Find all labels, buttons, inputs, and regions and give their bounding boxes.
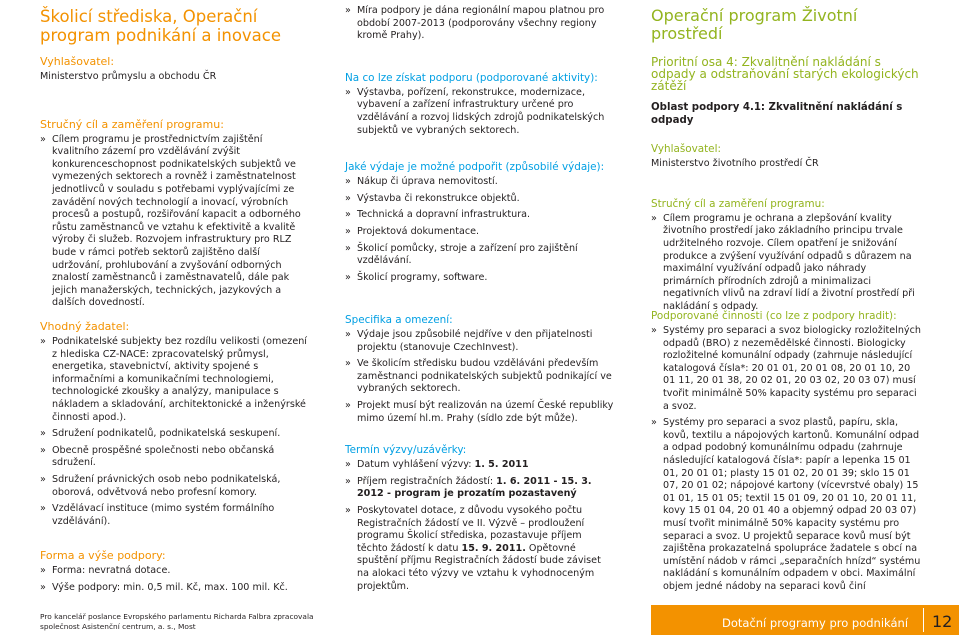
- support-label: Forma a výše podpory:: [40, 549, 166, 563]
- applicant-list: [40, 336, 308, 528]
- deadline-suspension: [345, 505, 615, 593]
- goal-list: [651, 213, 921, 314]
- deadline-suspension-note: Opětovné spuštění příjmu Registračních žádostí bude záviset na alokaci této výzvy ve vztahu k vyhodnoceným projektům.: [357, 542, 601, 592]
- goal-label: Stručný cíl a zaměření programu:: [40, 117, 224, 131]
- deadline-registration-prefix: Příjem registračních žádostí:: [357, 475, 497, 487]
- list-item: » Technická a dopravní infrastruktura.: [345, 209, 615, 222]
- activities-label: Podporované činnosti (co lze z podpory hradit):: [651, 310, 897, 322]
- deadline-announce-prefix: Datum vyhlášení výzvy:: [357, 459, 475, 471]
- list-item: » Školicí programy, software.: [345, 272, 615, 285]
- list-item: » Podnikatelské subjekty bez rozdílu velikosti (omezení z hlediska CZ-NACE: zpracovatelský průmysl, energetika, stavebnictví, aktivity spojené s informačními a komunikačními technologiemi, technologické zkoušky a analýzy, manipulace s nákladem a skladování, architektonické a inženýrské činnosti apod.).: [40, 336, 308, 424]
- support-area-title: Oblast podpory 4.1: Zkvalitnění nakládání s odpady: [651, 102, 903, 126]
- column-3-top: [651, 7, 921, 314]
- applicant-label: Vhodný žadatel:: [40, 320, 130, 333]
- list-item: » Obecně prospěšné společnosti nebo občanská sdružení.: [40, 445, 308, 470]
- column-1-bottom: [40, 320, 308, 599]
- page-title: Školicí střediska, Operační program podnikání a inovace: [40, 7, 282, 45]
- list-item: » Systémy pro separaci a svoz plastů, papíru, skla, kovů, textilu a nápojových kartonů. Komunální odpad a odpad podobný komunálnímu odpadu (zahrnuje následující katalogová čísla*: papír a lepenka 15 01 01, 20 01 01; plasty 15 01 02, 20 01 39; sklo 15 01 07, 20 01 02; nápojové kartony (vícevrstvé obaly) 15 01 01, 15 01 05; textil 15 01 09, 20 01 10, 20 01 11, kovy 15 01 04, 20 01 40 a objemný odpad 20 03 07) musí tvořit minimálně 50% kapacity systému pro separaci a svoz. U projektů separace kovů musí být zajištěna prokazatelná spolupráce žadatele s obcí na umístění nádob v rámci „separačních hnízd“ systému nakládání s komunálním odpadem v obci. Maximální objem jedné nádoby na separaci kovů činí: [651, 417, 921, 593]
- column-3-bottom: [651, 310, 921, 597]
- specifics-label: Specifika a omezení:: [345, 314, 453, 326]
- announcer-value: Ministerstvo životního prostředí ČR: [651, 158, 819, 170]
- list-item: » Výstavba či rekonstrukce objektů.: [345, 193, 615, 206]
- deadline-registration-range: 1. 6. 2011 - 15. 3. 2012 - program je prozatím pozastavený: [357, 475, 592, 500]
- list-item: » Výše podpory: min. 0,5 mil. Kč, max. 100 mil. Kč.: [40, 582, 308, 595]
- activities-list: [345, 87, 615, 137]
- footer-divider: [923, 608, 924, 632]
- list-item: » Výdaje jsou způsobilé nejdříve v den přijatelnosti projektu (stanovuje CzechInvest).: [345, 329, 615, 354]
- activities-label: Na co lze získat podporu (podporované aktivity):: [345, 71, 598, 84]
- program-title: Operační program Životní prostředí: [651, 6, 858, 43]
- list-item: » Vzdělávací instituce (mimo systém formálního vzdělávání).: [40, 503, 308, 528]
- activities-list: [651, 325, 921, 593]
- list-item: » Forma: nevratná dotace.: [40, 565, 308, 578]
- priority-axis-title: Prioritní osa 4: Zkvalitnění nakládání s odpady a odstraňování starých ekologických zátěží: [651, 55, 919, 93]
- expenses-list: [345, 176, 615, 284]
- goal-text: » Cílem programu je ochrana a zlepšování kvality životního prostředí jako základního principu trvale udržitelného rozvoje. Cílem opatření je snižování produkce a zvýšení využívání odpadů s důrazem na maximální využívání odpadů jako náhrady primárních přírodních zdrojů a minimalizaci negativních vlivů na zdraví lidí a životní prostředí při nakládání s odpady.: [651, 213, 921, 314]
- list-item: » Projekt musí být realizován na území České republiky mimo území hl.m. Prahy (sídlo zde být může).: [345, 400, 615, 425]
- goal-list: [40, 134, 308, 310]
- announcer-label: Vyhlašovatel:: [651, 143, 721, 156]
- page-number: 12: [932, 612, 953, 631]
- list-item: » Sdružení právnických osob nebo podnikatelská, oborová, odvětvová nebo profesní komory.: [40, 474, 308, 499]
- goal-text: » Cílem programu je prostřednictvím zajištění kvalitního zázemí pro vzdělávání zvýšit konkurenceschopnost podnikatelských subjektů ve vymezených sektorech a rovněž i zaměstnatelnost jednotlivců v souladu s potřebami vyplývajícími ze zavádění nových technologií a inovací, výrobních procesů a postupů, rozšiřování kapacit a odborného růstu zaměstnanců ve vztahu k efektivitě a kvalitě výroby či služeb. Rozvojem infrastruktury pro RLZ bude v rámci potřeb sektorů zajištěno další udržování, prohlubování a zvyšování odborných znalostí zaměstnanců i zaměstnavatelů, dále pak jejich manažerských, technických, jazykových a dalších dovedností.: [40, 134, 308, 310]
- column-1-top: [40, 7, 308, 310]
- list-item: » Systémy pro separaci a svoz biologicky rozložitelných odpadů (BRO) z nezemědělské činnosti. Biologicky rozložitelné komunální odpady (zahrnuje následující katalogová čísla*: 20 01 01, 20 01 08, 20 01 10, 20 01 11, 20 01 38, 20 02 01, 20 03 02, 20 03 07) musí tvořit minimálně 50% kapacity systému pro separaci a svoz.: [651, 325, 921, 413]
- deadline-registration: [345, 476, 615, 501]
- list-item: » Sdružení podnikatelů, podnikatelská seskupení.: [40, 428, 308, 441]
- footer-section-title: Dotační programy pro podnikání: [722, 616, 909, 630]
- deadline-suspension-date: 15. 9. 2011.: [461, 542, 526, 554]
- list-item: » Ve školicím středisku budou vzděláváni především zaměstnanci podnikatelských subjektů podnikající ve vybraných sektorech.: [345, 358, 615, 396]
- announcer-value: Ministerstvo průmyslu a obchodu ČR: [40, 71, 217, 82]
- intro-item: » Míra podpory je dána regionální mapou platnou pro období 2007-2013 (podporovány všechny regiony kromě Prahy).: [345, 5, 615, 43]
- intro-list: [345, 5, 615, 43]
- deadline-announce: [345, 459, 615, 472]
- deadline-suspension-text: Poskytovatel dotace, z důvodu vysokého počtu Registračních žádostí ve II. Výzvě – prodloužení programu Školicí střediska, pozastavuje příjem těchto žádostí k datu: [357, 504, 585, 554]
- expenses-label: Jaké výdaje je možné podpořit (způsobilé výdaje):: [345, 161, 605, 174]
- announcer-label: Vyhlašovatel:: [40, 55, 115, 68]
- deadline-label: Termín výzvy/uzávěrky:: [345, 444, 467, 457]
- column-2-top: [345, 5, 615, 288]
- specifics-list: [345, 329, 615, 425]
- deadline-list: [345, 459, 615, 593]
- support-list: [40, 565, 308, 594]
- column-2-bottom: [345, 314, 615, 597]
- footer-note: Pro kancelář poslance Evropského parlamentu Richarda Falbra zpracovala společnost Asistenční centrum, a. s., Most: [40, 612, 314, 631]
- deadline-announce-date: 1. 5. 2011: [474, 459, 529, 471]
- list-item: » Školicí pomůcky, stroje a zařízení pro zajištění vzdělávání.: [345, 243, 615, 268]
- goal-label: Stručný cíl a zaměření programu:: [651, 197, 825, 210]
- list-item: » Projektová dokumentace.: [345, 226, 615, 239]
- list-item: » Výstavba, pořízení, rekonstrukce, modernizace, vybavení a zařízení infrastruktury určené pro vzdělávání a rozvoj lidských zdrojů podnikatelských subjektů ve vybraných sektorech.: [345, 87, 615, 137]
- list-item: » Nákup či úprava nemovitostí.: [345, 176, 615, 189]
